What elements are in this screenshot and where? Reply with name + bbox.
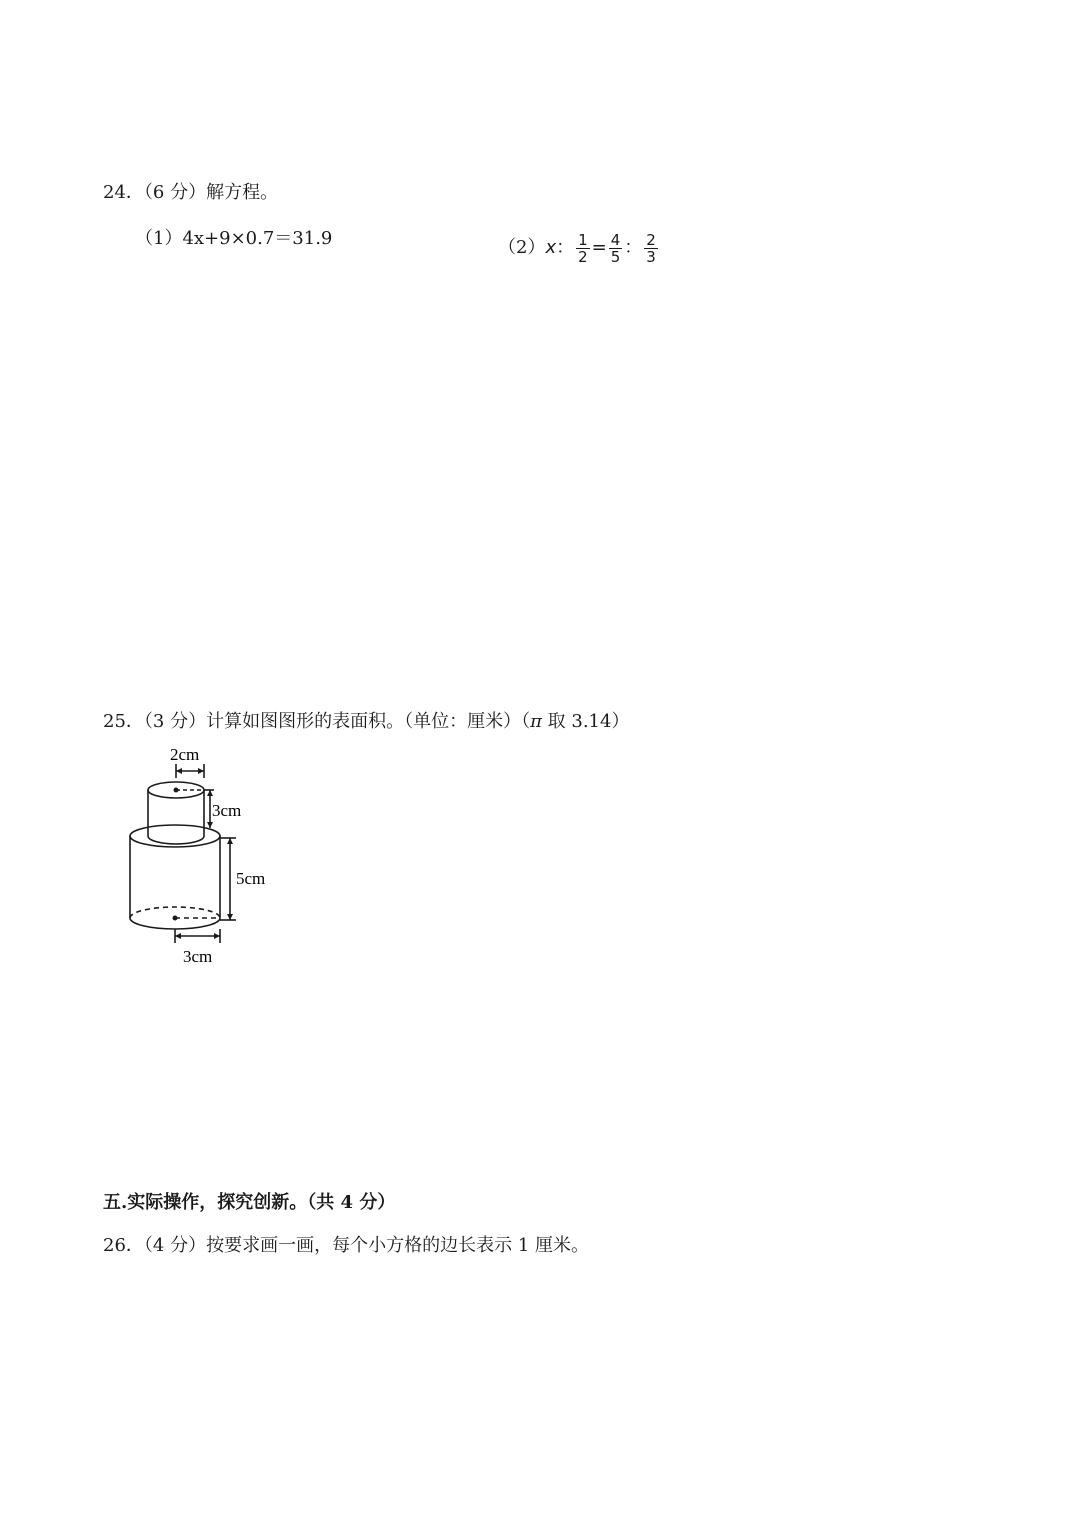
arrowhead <box>207 822 213 828</box>
fraction-denominator: 2 <box>578 247 588 266</box>
fraction-denominator: 3 <box>646 247 656 266</box>
arrowhead <box>227 838 233 844</box>
arrowhead <box>227 914 233 920</box>
q24-part2 <box>498 226 660 270</box>
arrowhead <box>198 768 204 774</box>
bottom-center-dot <box>173 916 178 921</box>
fraction-numerator: 4 <box>610 230 621 249</box>
q25-score: （3 分） <box>143 711 207 732</box>
q24-part2-label: （2） <box>498 237 546 258</box>
q24-part1-label: （1） <box>135 228 183 249</box>
section5-heading: 五.实际操作，探究创新。（共 4 分） <box>103 1192 396 1213</box>
q24-title: 解方程。 <box>206 182 279 203</box>
q24-number: 24． <box>103 182 144 203</box>
top-radius-label: 2cm <box>170 745 200 764</box>
top-center-dot <box>174 788 179 793</box>
fraction-one-half <box>576 232 590 265</box>
q24-heading <box>103 181 278 205</box>
q24-part2-var: x <box>545 237 557 258</box>
q24-part1 <box>135 227 332 251</box>
arrowhead <box>175 933 181 939</box>
q24-score: （6 分） <box>143 182 207 203</box>
q25-text: 计算如图图形的表面积。（单位：厘米）（ <box>206 711 531 732</box>
q25-number: 25． <box>103 711 144 732</box>
fraction-numerator: 2 <box>646 230 656 249</box>
arrowhead <box>207 790 213 796</box>
q26-heading <box>103 1234 589 1258</box>
fraction-four-fifths <box>609 232 623 265</box>
bottom-radius-label: 3cm <box>183 947 213 966</box>
fraction-denominator: 5 <box>610 247 621 266</box>
equals-sign: = <box>591 237 607 258</box>
stacked-cylinders-figure <box>120 740 280 975</box>
q24-part2-colon2: ： <box>624 237 643 258</box>
q26-score: （4 分） <box>143 1235 207 1256</box>
q24-part2-colon1: ： <box>556 237 575 258</box>
pi-symbol: π <box>530 711 542 732</box>
top-height-label: 3cm <box>212 801 242 820</box>
q26-text: 按要求画一画，每个小方格的边长表示 1 厘米。 <box>206 1235 589 1256</box>
arrowhead <box>176 768 182 774</box>
fraction-two-thirds <box>644 232 658 265</box>
fraction-numerator: 1 <box>578 230 588 249</box>
q24-part1-equation: 4x+9×0.7＝31.9 <box>182 228 333 249</box>
q25-heading <box>103 710 629 734</box>
bottom-height-label: 5cm <box>236 869 266 888</box>
arrowhead <box>214 933 220 939</box>
top-cylinder-base <box>148 836 204 844</box>
q25-text-end: 取 3.14） <box>541 711 630 732</box>
q26-number: 26． <box>103 1235 144 1256</box>
